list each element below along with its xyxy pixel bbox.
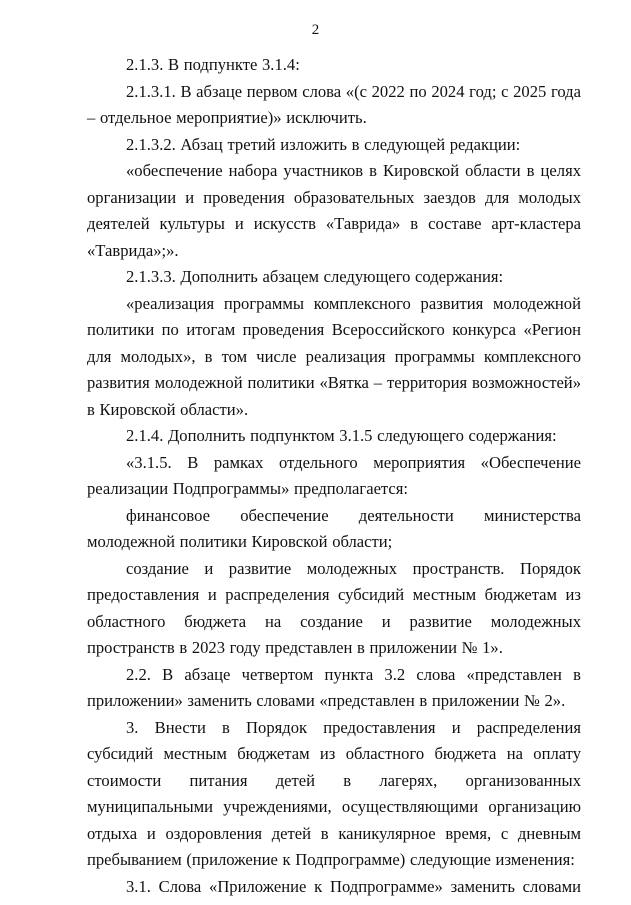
paragraph-youth-policy-quote: «реализация программы комплексного развития молодежной политики по итогам проведения Всероссийского конкурса «Регион для молодых», в том числе реализация программы комплексного развития молодежной политики «Вятка – территория возможностей» в Кировской области».	[87, 293, 581, 419]
page-number: 2	[311, 22, 320, 38]
paragraph-2-1-3: 2.1.3. В подпункте 3.1.4:	[126, 55, 300, 74]
paragraph-2-2: 2.2. В абзаце четвертом пункта 3.2 слова «представлен в приложении» заменить словами «представлен в приложении № 2».	[87, 664, 581, 710]
paragraph-tavrida-quote: «обеспечение набора участников в Кировской области в целях организации и проведения образовательных заездов для молодых деятелей культуры и искусств «Таврида» в составе арт-кластера «Таврида»;».	[87, 161, 581, 260]
paragraph-financing: финансовое обеспечение деятельности министерства молодежной политики Кировской области;	[87, 505, 581, 551]
paragraph-youth-spaces: создание и развитие молодежных пространств. Порядок предоставления и распределения субсидий местным бюджетам из областного бюджета на создание и развитие молодежных пространств в 2023 году представлен в приложении № 1».	[87, 558, 581, 657]
paragraph-3-1-5: «3.1.5. В рамках отдельного мероприятия «Обеспечение реализации Подпрограммы» предполагается:	[87, 452, 581, 498]
paragraph-2-1-3-3: 2.1.3.3. Дополнить абзацем следующего содержания:	[126, 267, 504, 286]
document-body	[87, 52, 581, 900]
paragraph-2-1-3-2: 2.1.3.2. Абзац третий изложить в следующей редакции:	[126, 134, 521, 154]
paragraph-2-1-4: 2.1.4. Дополнить подпунктом 3.1.5 следующего содержания:	[126, 426, 557, 445]
paragraph-3-1: 3.1. Слова «Приложение к Подпрограмме» заменить словами	[126, 876, 581, 896]
paragraph-2-1-3-1: 2.1.3.1. В абзаце первом слова «(с 2022 по 2024 год; с 2025 года – отдельное мероприятие)» исключить.	[87, 81, 581, 127]
paragraph-3: 3. Внести в Порядок предоставления и распределения субсидий местным бюджетам из областного бюджета на оплату стоимости питания детей в лагерях, организованных муниципальными учреждениями, осуществляющими организацию отдыха и оздоровления детей в каникулярное время, с дневным пребыванием (приложение к Подпрограмме) следующие изменения:	[87, 717, 581, 869]
